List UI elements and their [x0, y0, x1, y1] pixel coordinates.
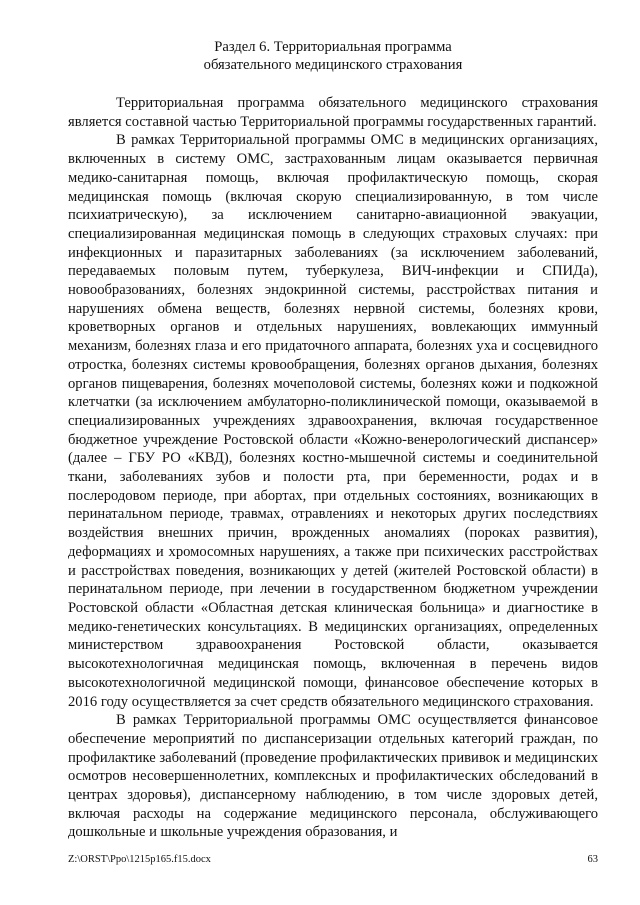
- footer-file-path: Z:\ORST\Ppo\1215p165.f15.docx: [68, 854, 211, 865]
- section-heading: [68, 38, 598, 74]
- document-body: [68, 94, 598, 842]
- paragraph-1: Территориальная программа обязательного медицинского страхования является составной частью Территориальной программы государственных гарантий.: [68, 95, 598, 130]
- paragraph-3: В рамках Территориальной программы ОМС осуществляется финансовое обеспечение мероприятий по диспансеризации отдельных категорий граждан, по профилактике заболеваний (проведение профилактических прививок и медицинских осмотров несовершеннолетних, комплексных и профилактических обследований в центрах здоровья), диспансерному наблюдению, в том числе здоровых детей, включая расходы на содержание медицинского персонала, обслуживающего дошкольные и школьные учреждения образования, и: [68, 712, 598, 841]
- footer-page-number: 63: [587, 854, 598, 865]
- page-footer: [68, 853, 598, 866]
- section-heading-line-2: обязательного медицинского страхования: [203, 57, 463, 73]
- paragraph-2: В рамках Территориальной программы ОМС в медицинских организациях, включенных в систему ОМС, застрахованным лицам оказывается первичная медико-санитарная помощь, включая профилактическую помощь, скорая медицинская помощь (включая скорую специализированную, в том числе психиатрическую), за исключением санитарно-авиационной эвакуации, специализированная медицинская помощь в следующих страховых случаях: при инфекционных и паразитарных заболеваниях (за исключением заболеваний, передаваемых половым путем, туберкулеза, ВИЧ-инфекции и СПИДа), новообразованиях, болезнях эндокринной системы, расстройствах питания и нарушениях обмена веществ, болезнях нервной системы, болезнях крови, кроветворных органов и отдельных нарушениях, вовлекающих иммунный механизм, болезнях глаза и его придаточного аппарата, болезнях уха и сосцевидного отростка, болезнях системы кровообращения, болезнях органов дыхания, болезнях органов пищеварения, болезнях мочеполовой системы, болезнях кожи и подкожной клетчатки (за исключением амбулаторно-поликлинической помощи, оказываемой в специализированных учреждениях здравоохранения, включая государственное бюджетное учреждение Ростовской области «Кожно-венерологический диспансер» (далее – ГБУ РО «КВД), болезнях костно-мышечной системы и соединительной ткани, заболеваниях зубов и полости рта, при беременности, родах и в послеродовом периоде, при абортах, при отдельных состояниях, возникающих в перинатальном периоде, травмах, отравлениях и некоторых других последствиях воздействия внешних причин, врожденных аномалиях (пороках развития), деформациях и хромосомных нарушениях, а также при психических расстройствах и расстройствах поведения, возникающих у детей (жителей Ростовской области) в перинатальном периоде, при лечении в государственном бюджетном учреждении Ростовской области «Областная детская клиническая больница» и диагностике в медико-генетических консультациях. В медицинских организациях, определенных министерством здравоохранения Ростовской области, оказывается высокотехнологичная медицинская помощь, включенная в перечень видов высокотехнологичной медицинской помощи, финансовое обеспечение которых в 2016 году осуществляется за счет средств обязательного медицинского страхования.: [68, 132, 598, 710]
- section-heading-line-1: Раздел 6. Территориальная программа: [214, 39, 452, 55]
